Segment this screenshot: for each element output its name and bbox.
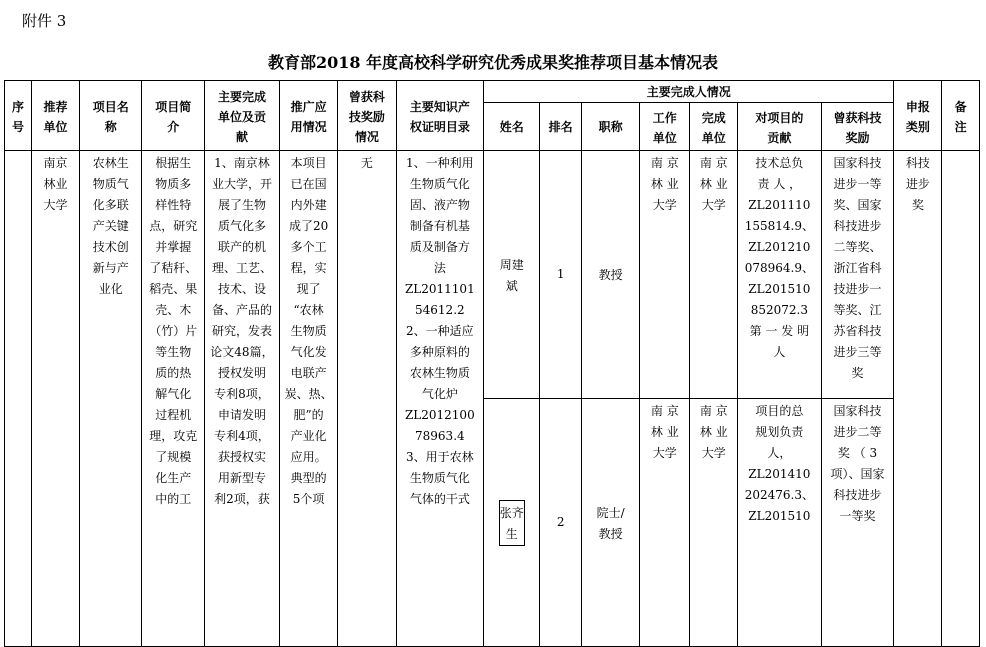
person-2-work-unit: 南 京 林 业 大学 <box>640 399 690 647</box>
header-promotion: 推广应 用情况 <box>279 81 337 151</box>
person-1-name: 周建 斌 <box>484 151 540 399</box>
header-seq: 序 号 <box>5 81 32 151</box>
person-2-name: 张齐 生 <box>499 500 525 546</box>
header-job-title: 职称 <box>581 103 639 151</box>
cell-ip: 1、一种利用 生物质气化 固、液产物 制备有机基 质及制备方 法 ZL2011101 54612.2 2、一种适应 多种原料的 农林生物质 气化炉 ZL2012100 78963.4 3、用于农林 生物质气化 气体的干式 <box>396 151 483 647</box>
attachment-label: 附件 3 <box>22 12 67 30</box>
person-1-title: 教授 <box>581 151 639 399</box>
person-2-title: 院士/ 教授 <box>581 399 639 647</box>
header-category: 申报 类别 <box>894 81 942 151</box>
header-remark: 备 注 <box>942 81 980 151</box>
person-2-contribution: 项目的总 规划负责 人， ZL201410 202476.3、 ZL201510 <box>738 399 821 647</box>
header-done-unit: 完成 单位 <box>690 103 738 151</box>
cell-unit: 南京 林业 大学 <box>32 151 80 647</box>
person-1-work-unit: 南 京 林 业 大学 <box>640 151 690 399</box>
person-1-done-unit: 南 京 林 业 大学 <box>690 151 738 399</box>
cell-awards: 无 <box>338 151 396 647</box>
person-2-done-unit: 南 京 林 业 大学 <box>690 399 738 647</box>
cell-seq <box>5 151 32 647</box>
header-awards: 曾获科 技奖励 情况 <box>338 81 396 151</box>
header-project-name: 项目名 称 <box>79 81 141 151</box>
recommendation-table <box>4 80 980 647</box>
table-row <box>5 151 980 399</box>
cell-project-name: 农林生 物质气 化多联 产关键 技术创 新与产 业化 <box>79 151 141 647</box>
header-contribution: 对项目的 贡献 <box>738 103 821 151</box>
header-main-units: 主要完成 单位及贡 献 <box>204 81 279 151</box>
person-2-rank: 2 <box>540 399 582 647</box>
person-2-name-cell <box>484 399 540 647</box>
page-title: 教育部2018 年度高校科学研究优秀成果奖推荐项目基本情况表 <box>267 53 719 72</box>
cell-category: 科技 进步 奖 <box>894 151 942 647</box>
cell-main-units: 1、南京林 业大学，开 展了生物 质气化多 联产的机 理、工艺、 技术、设 备、产品的 研究，发表 论文48篇， 授权发明 专利8项， 申请发明 专利4项， 获授权实 用新型专 利2项，获 <box>204 151 279 647</box>
header-person-awards: 曾获科技 奖励 <box>821 103 894 151</box>
person-2-awards: 国家科技 进步二等 奖 （ 3 项）、国家 科技进步 一等奖 <box>821 399 894 647</box>
person-1-contribution: 技术总负 责 人 ， ZL201110 155814.9、 ZL201210 078964.9、 ZL201510 852072.3 第 一 发 明 人 <box>738 151 821 399</box>
header-project-intro: 项目简 介 <box>142 81 204 151</box>
header-unit: 推荐 单位 <box>32 81 80 151</box>
person-1-awards: 国家科技 进步一等 奖、国家 科技进步 二等奖、 浙江省科 技进步一 等奖、江 苏省科技 进步三等 奖 <box>821 151 894 399</box>
header-rank: 排名 <box>540 103 582 151</box>
header-work-unit: 工作 单位 <box>640 103 690 151</box>
header-ip: 主要知识产 权证明目录 <box>396 81 483 151</box>
header-people-group: 主要完成人情况 <box>484 81 894 103</box>
cell-project-intro: 根据生 物质多 样性特 点，研究 并掌握 了秸秆、 稻壳、果 壳、木 （竹）片 等生物 质的热 解气化 过程机 理，攻克 了规模 化生产 中的工 <box>142 151 204 647</box>
cell-promotion: 本项目 已在国 内外建 成了20 多个工 程，实 现了 “农林 生物质 气化发 电联产 炭、热、 肥”的 产业化 应用。 典型的 5个项 <box>279 151 337 647</box>
header-person-name: 姓名 <box>484 103 540 151</box>
cell-remark <box>942 151 980 647</box>
person-1-rank: 1 <box>540 151 582 399</box>
